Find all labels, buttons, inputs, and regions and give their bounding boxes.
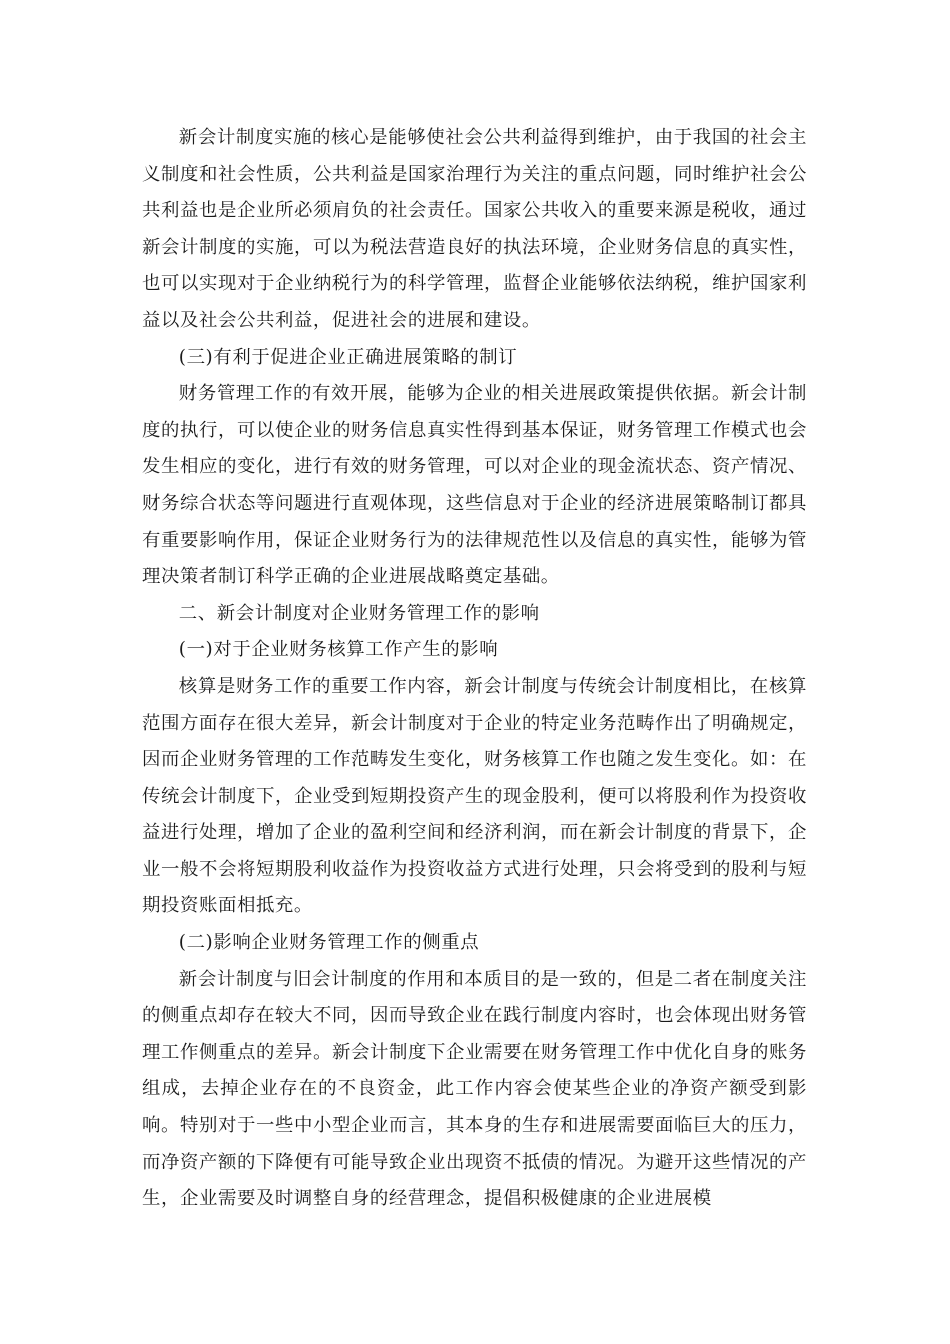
document-body xyxy=(142,120,807,1218)
heading-subsection-1: (一)对于企业财务核算工作产生的影响 xyxy=(178,639,499,661)
heading-section-3: (三)有利于促进企业正确进展策略的制订 xyxy=(178,346,518,368)
heading-subsection-2: (二)影响企业财务管理工作的侧重点 xyxy=(178,932,480,954)
heading-part-2: 二、新会计制度对企业财务管理工作的影响 xyxy=(178,602,540,624)
paragraph-accounting-scope: 核算是财务工作的重要工作内容，新会计制度与传统会计制度相比，在核算范围方面存在很大差异，新会计制度对于企业的特定业务范畴作出了明确规定，因而企业财务管理的工作范畴发生变化，财务核算工作也随之发生变化。如：在传统会计制度下，企业受到短期投资产生的现金股利，便可以将股利作为投资收益进行处理，增加了企业的盈利空间和经济利润，而在新会计制度的背景下，企业一般不会将短期股利收益作为投资收益方式进行处理，只会将受到的股利与短期投资账面相抵充。 xyxy=(142,675,807,917)
paragraph-public-interest: 新会计制度实施的核心是能够使社会公共利益得到维护，由于我国的社会主义制度和社会性质，公共利益是国家治理行为关注的重点问题，同时维护社会公共利益也是企业所必须肩负的社会责任。国家公共收入的重要来源是税收，通过新会计制度的实施，可以为税法营造良好的执法环境，企业财务信息的真实性，也可以实现对于企业纳税行为的科学管理，监督企业能够依法纳税，维护国家利益以及社会公共利益，促进社会的进展和建设。 xyxy=(142,127,807,331)
paragraph-financial-management: 财务管理工作的有效开展，能够为企业的相关进展政策提供依据。新会计制度的执行，可以使企业的财务信息真实性得到基本保证，财务管理工作模式也会发生相应的变化，进行有效的财务管理，可以对企业的现金流状态、资产情况、财务综合状态等问题进行直观体现，这些信息对于企业的经济进展策略制订都具有重要影响作用，保证企业财务行为的法律规范性以及信息的真实性，能够为管理决策者制订科学正确的企业进展战略奠定基础。 xyxy=(142,383,807,588)
paragraph-focus-difference: 新会计制度与旧会计制度的作用和本质目的是一致的，但是二者在制度关注的侧重点却存在较大不同，因而导致企业在践行制度内容时，也会体现出财务管理工作侧重点的差异。新会计制度下企业需要在财务管理工作中优化自身的账务组成，去掉企业存在的不良资金，此工作内容会使某些企业的净资产额受到影响。特别对于一些中小型企业而言，其本身的生存和进展需要面临巨大的压力，而净资产额的下降便有可能导致企业出现资不抵债的情况。为避开这些情况的产生，企业需要及时调整自身的经营理念，提倡积极健康的企业进展模 xyxy=(142,968,807,1210)
